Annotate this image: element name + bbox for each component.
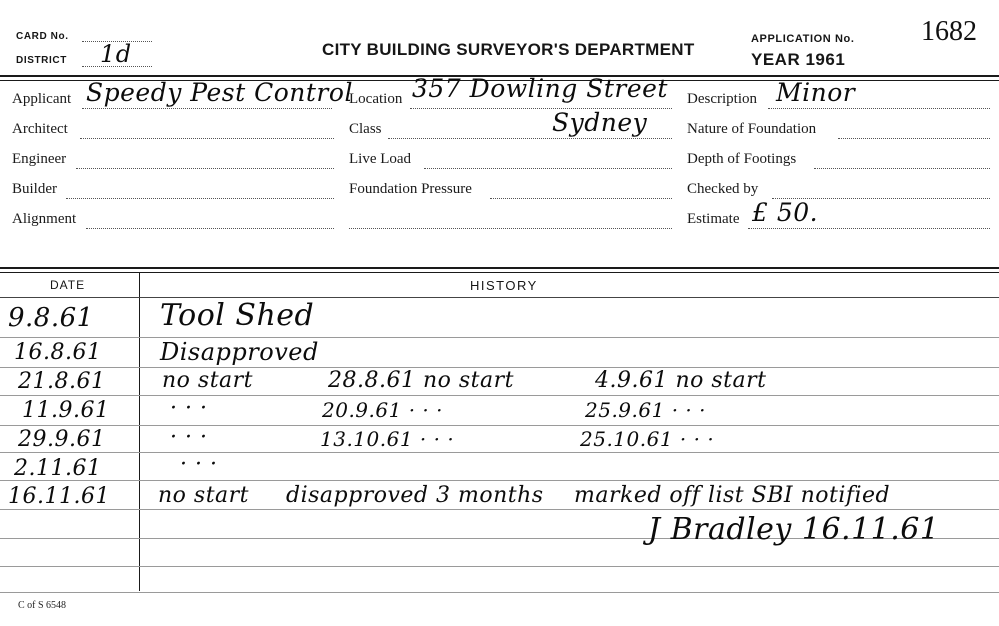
description-label: Description — [687, 91, 757, 107]
row-history-entry: Disapproved — [160, 338, 319, 366]
row-history-entry: no start — [158, 483, 250, 508]
row-history-entry: 20.9.61 · · · — [322, 398, 443, 422]
form-number: C of S 6548 — [18, 600, 67, 611]
row-history-entry: 4.9.61 no start — [595, 368, 767, 393]
applicant-value: Speedy Pest Control — [86, 78, 353, 107]
row-history-entry: 13.10.61 · · · — [320, 427, 455, 451]
column-divider — [139, 273, 140, 591]
table-line — [0, 452, 999, 453]
foundation-pressure-label: Foundation Pressure — [349, 181, 472, 197]
engineer-label: Engineer — [12, 151, 67, 167]
builder-label: Builder — [12, 181, 57, 197]
table-line — [0, 395, 999, 396]
description-line — [768, 108, 990, 109]
district-value: 1d — [100, 40, 132, 68]
row-history-entry: marked off list SBI notified — [574, 483, 891, 508]
blank-line — [349, 228, 672, 229]
table-line — [0, 425, 999, 426]
district-label: DISTRICT — [16, 55, 67, 66]
location-label: Location — [349, 91, 403, 107]
alignment-label: Alignment — [12, 211, 77, 227]
estimate-label: Estimate — [687, 211, 740, 227]
department-title: CITY BUILDING SURVEYOR'S DEPARTMENT — [322, 40, 695, 59]
architect-line — [80, 138, 334, 139]
builder-line — [66, 198, 334, 199]
row-date: 9.8.61 — [8, 303, 94, 333]
architect-label: Architect — [12, 121, 68, 137]
table-line — [0, 566, 999, 567]
card-no-label: CARD No. — [16, 31, 69, 42]
row-date: 21.8.61 — [18, 369, 106, 394]
alignment-line — [86, 228, 334, 229]
table-rule-top — [0, 267, 999, 269]
row-date: 16.11.61 — [8, 484, 110, 509]
applicant-label: Applicant — [12, 91, 72, 107]
foundation-pressure-line — [490, 198, 672, 199]
depth-of-footings-label: Depth of Footings — [687, 151, 797, 167]
table-line — [0, 509, 999, 510]
checked-by-label: Checked by — [687, 181, 759, 197]
row-history-entry: Tool Shed — [160, 298, 315, 333]
row-date: 11.9.61 — [22, 398, 110, 423]
class-label: Class — [349, 121, 382, 137]
table-line — [0, 592, 999, 593]
applicant-line — [82, 108, 332, 109]
table-line — [0, 480, 999, 481]
row-history-entry: 25.9.61 · · · — [585, 398, 706, 422]
history-header: HISTORY — [470, 278, 538, 293]
table-line — [0, 337, 999, 338]
table-rule-second — [0, 272, 999, 273]
row-date: 16.8.61 — [14, 340, 102, 365]
application-number: 1682 — [921, 16, 977, 47]
application-label: APPLICATION No. — [751, 33, 855, 45]
class-line — [388, 138, 672, 139]
row-history-entry: · · · — [170, 396, 208, 421]
estimate-value: £ 50. — [752, 198, 819, 227]
row-history-entry: · · · — [180, 452, 218, 477]
row-history-entry: disapproved 3 months — [286, 483, 544, 508]
depth-of-footings-line — [814, 168, 990, 169]
estimate-line — [748, 228, 990, 229]
engineer-line — [76, 168, 334, 169]
row-history-entry: 28.8.61 no start — [328, 368, 514, 393]
nature-of-foundation-line — [838, 138, 990, 139]
location-value-line2: Sydney — [552, 108, 648, 137]
nature-of-foundation-label: Nature of Foundation — [687, 121, 817, 137]
location-value: 357 Dowling Street — [412, 74, 668, 103]
row-date: 29.9.61 — [18, 427, 106, 452]
row-history-entry: · · · — [170, 425, 208, 450]
live-load-line — [424, 168, 672, 169]
description-value: Minor — [776, 78, 856, 107]
live-load-label: Live Load — [349, 151, 412, 167]
year-label: YEAR 1961 — [751, 50, 846, 69]
table-header-rule — [0, 297, 999, 298]
date-header: DATE — [50, 278, 86, 292]
row-history-entry: no start — [162, 368, 254, 393]
row-date: 2.11.61 — [14, 456, 102, 481]
signature: J Bradley 16.11.61 — [648, 512, 940, 547]
row-history-entry: 25.10.61 · · · — [580, 427, 715, 451]
